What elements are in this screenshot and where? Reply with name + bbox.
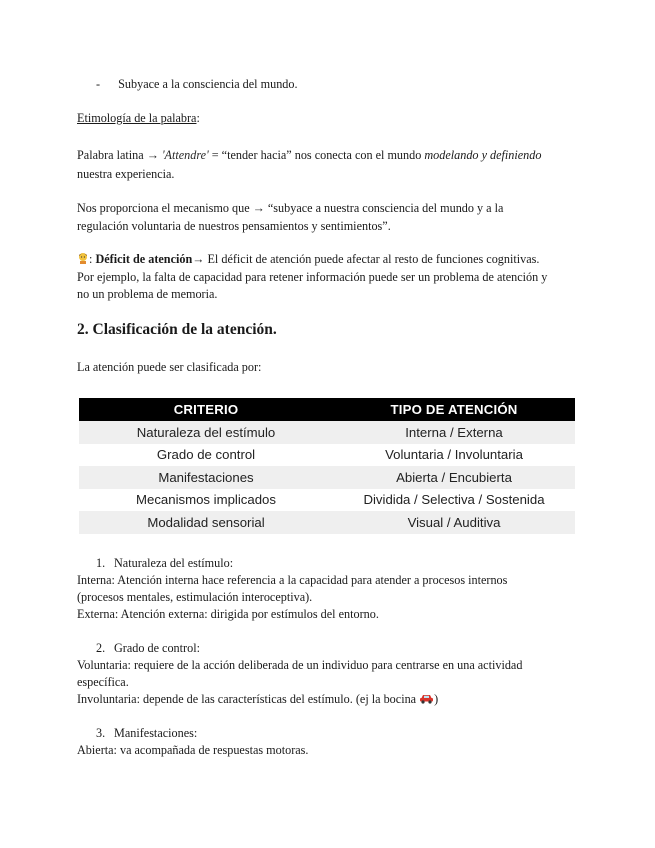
list-item-2-line-3 [77,691,438,708]
table-cell-tipo: Dividida / Selectiva / Sostenida [333,489,575,512]
thinking-person-icon [77,252,89,264]
latin-italic: modelando y definiendo [424,148,542,162]
table-cell-tipo: Voluntaria / Involuntaria [333,444,575,467]
table-cell-tipo: Abierta / Encubierta [333,466,575,489]
list-item-1-line-2: (procesos mentales, estimulación interoceptiva). [77,590,313,604]
provides-line-2: regulación voluntaria de nuestros pensamientos y sentimientos”. [77,219,391,233]
deficit-line-3: no un problema de memoria. [77,287,218,301]
table-cell-criterio: Manifestaciones [79,466,333,489]
list-item-3-line-1: Abierta: va acompañada de respuestas motoras. [77,743,309,757]
list-item-1-line-3: Externa: Atención externa: dirigida por estímulos del entorno. [77,607,379,621]
deficit-line-1 [77,251,539,268]
deficit-rest: → El déficit de atención puede afectar al resto de funciones cognitivas. [192,252,540,266]
table-cell-criterio: Grado de control [79,444,333,467]
list-number: 3. [96,726,106,740]
deficit-colon: : [89,252,93,266]
table-cell-criterio: Naturaleza del estímulo [79,421,333,444]
bullet-item [96,76,298,93]
latin-prefix: Palabra latina [77,148,144,162]
table-header-row [79,398,575,421]
header-tipo: TIPO DE ATENCIÓN [333,398,575,421]
list-item-2-line-3-end: ) [434,692,439,706]
list-title: Naturaleza del estímulo: [114,556,234,570]
table-cell-tipo: Visual / Auditiva [333,511,575,534]
table-row [79,421,575,444]
table-cell-tipo: Interna / Externa [333,421,575,444]
table-cell-criterio: Modalidad sensorial [79,511,333,534]
deficit-line-2: Por ejemplo, la falta de capacidad para retener información puede ser un problema de atención y [77,270,548,284]
section-title: 2. Clasificación de la atención. [77,321,277,338]
list-number: 1. [96,556,106,570]
table-row [79,444,575,467]
latin-line-1 [77,147,541,164]
bullet-text: Subyace a la consciencia del mundo. [118,77,298,91]
latin-equals: = [211,148,219,162]
etymology-heading-text: Etimología de la palabra [77,111,197,125]
latin-line-2: nuestra experiencia. [77,167,175,181]
table-row [79,511,575,534]
classification-table [79,398,575,534]
header-criterio: CRITERIO [79,398,333,421]
list-item-1-line-1: Interna: Atención interna hace referencia a la capacidad para atender a procesos internos [77,573,508,587]
list-title: Grado de control: [114,641,200,655]
car-icon [419,692,434,704]
list-item-2-line-2: específica. [77,675,129,689]
section-intro: La atención puede ser clasificada por: [77,360,262,374]
etymology-colon: : [196,111,200,125]
list-item-3-title [96,725,197,742]
latin-arrow: → [146,148,159,162]
table-row [79,466,575,489]
list-number: 2. [96,641,106,655]
list-item-2-title [96,640,200,657]
provides-line-1: Nos proporciona el mecanismo que → “subyace a nuestra consciencia del mundo y a la [77,201,504,215]
latin-word: 'Attendre' [161,148,209,162]
etymology-heading [77,110,200,127]
list-item-2-line-3-text: Involuntaria: depende de las características del estímulo. (ej la bocina [77,692,417,706]
latin-quote: “tender hacia” nos conecta con el mundo [221,148,422,162]
list-item-1-title [96,555,233,572]
list-item-2-line-1: Voluntaria: requiere de la acción deliberada de un individuo para centrarse en una actividad [77,658,523,672]
list-title: Manifestaciones: [114,726,198,740]
table-cell-criterio: Mecanismos implicados [79,489,333,512]
bullet-marker: - [96,77,101,91]
deficit-title: Déficit de atención [95,252,193,266]
table-row [79,489,575,512]
